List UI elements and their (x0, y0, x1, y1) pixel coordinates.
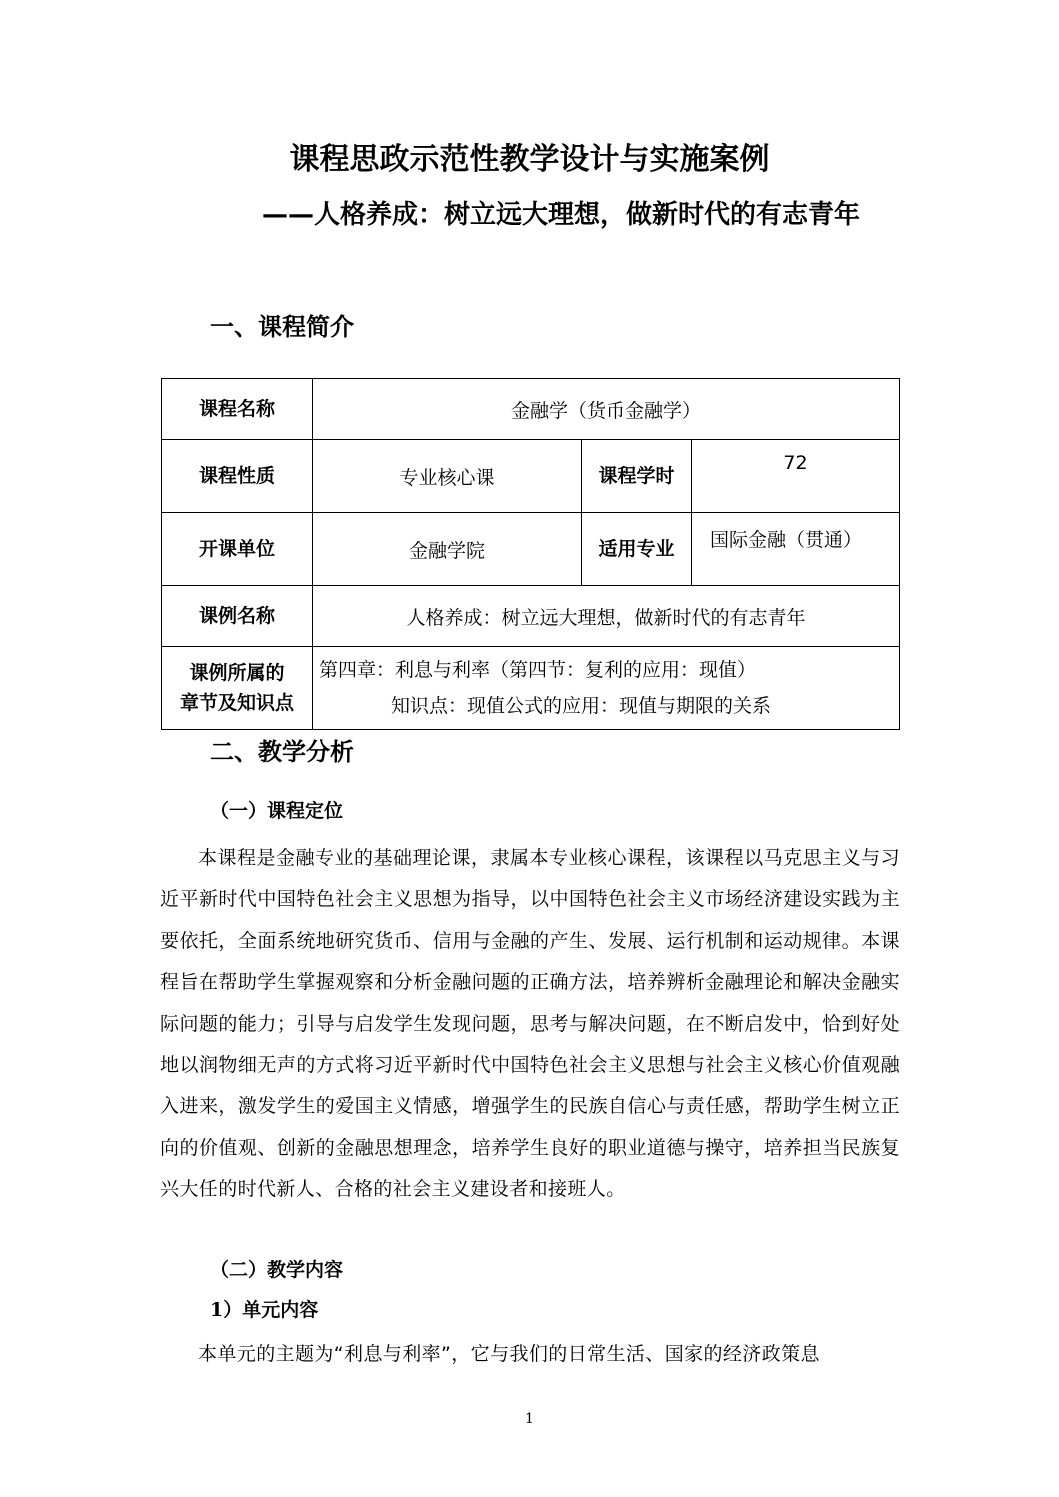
table-row (162, 513, 900, 586)
course-name-value: 金融学（货币金融学） (313, 379, 900, 440)
document-subtitle: ——人格养成：树立远大理想，做新时代的有志青年 (262, 200, 861, 230)
chapter-label-line2: 章节及知识点 (179, 692, 294, 714)
case-name-value: 人格养成：树立远大理想，做新时代的有志青年 (313, 586, 900, 647)
course-name-label: 课程名称 (162, 379, 313, 440)
table-row (162, 379, 900, 440)
page-number: 1 (525, 1411, 534, 1427)
section-heading-course-intro: 一、课程简介 (210, 313, 354, 341)
chapter-label (162, 647, 313, 730)
applicable-major-value: 国际金融（贯通） (692, 513, 900, 586)
course-info-table (161, 378, 900, 730)
subheading-unit-content: 1）单元内容 (210, 1299, 319, 1321)
case-name-label: 课例名称 (162, 586, 313, 647)
applicable-major-label: 适用专业 (582, 513, 692, 586)
course-hours-value: 72 (692, 440, 900, 513)
course-nature-value: 专业核心课 (313, 440, 582, 513)
subheading-teaching-content: （二）教学内容 (210, 1259, 344, 1281)
table-row (162, 440, 900, 513)
subheading-course-positioning: （一）课程定位 (210, 800, 344, 822)
offering-unit-label: 开课单位 (162, 513, 313, 586)
table-row (162, 586, 900, 647)
offering-unit-value: 金融学院 (313, 513, 582, 586)
chapter-value-line2: 知识点：现值公式的应用：现值与期限的关系 (391, 695, 772, 717)
paragraph-course-positioning: 本课程是金融专业的基础理论课，隶属本专业核心课程，该课程以马克思主义与习近平新时代中国特色社会主义思想为指导，以中国特色社会主义市场经济建设实践为主要依托，全面系统地研究货币、信用与金融的产生、发展、运行机制和运动规律。本课程旨在帮助学生掌握观察和分析金融问题的正确方法，培养辨析金融理论和解决金融实际问题的能力；引导与启发学生发现问题，思考与解决问题，在不断启发中，恰到好处地以润物细无声的方式将习近平新时代中国特色社会主义思想与社会主义核心价值观融入进来，激发学生的爱国主义情感，增强学生的民族自信心与责任感，帮助学生树立正向的价值观、创新的金融思想理念，培养学生良好的职业道德与操守，培养担当民族复兴大任的时代新人、合格的社会主义建设者和接班人。 (160, 847, 900, 1201)
document-title: 课程思政示范性教学设计与实施案例 (289, 142, 770, 177)
chapter-label-line1: 课例所属的 (189, 662, 285, 684)
course-hours-label: 课程学时 (582, 440, 692, 513)
chapter-value (313, 647, 900, 730)
course-nature-label: 课程性质 (162, 440, 313, 513)
table-row (162, 647, 900, 730)
paragraph-unit-content: 本单元的主题为“利息与利率”，它与我们的日常生活、国家的经济政策息 (198, 1343, 820, 1365)
chapter-value-line1: 第四章：利息与利率（第四节：复利的应用：现值） (319, 659, 757, 681)
section-heading-teaching-analysis: 二、教学分析 (210, 738, 354, 766)
